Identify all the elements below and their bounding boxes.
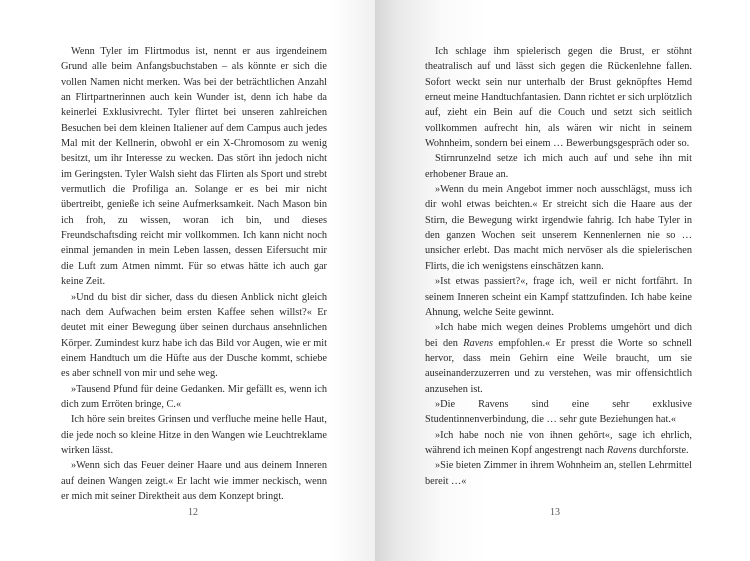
text-run: empfohlen.« Er presst die Worte so schnell hervor, dass mein Gehirn eine Weile braucht, um sie auseinanderzuzerren und zu verstehen, was mir offensichtlich anzusehen ist.: [425, 337, 692, 395]
paragraph: [425, 428, 692, 459]
paragraph: Stirnrunzelnd setze ich mich auch auf und sehe ihn mit erhobener Braue an.: [425, 153, 692, 180]
paragraph: [425, 320, 692, 397]
paragraph: Ich höre sein breites Grinsen und verfluche meine helle Haut, die jede noch so kleine Hitze in den Wangen wie Leuchtreklame wirken lässt.: [61, 414, 327, 456]
right-page-text: [425, 44, 692, 489]
paragraph: Ich schlage ihm spielerisch gegen die Brust, er stöhnt theatralisch auf und lässt sich gegen die Rückenlehne fallen. Sofort weckt sein nur unterhalb der Brust geknöpftes Hemd erneut meine Handtuchfantasien. Dann richtet er sich urplötzlich auf, zieht ein Bein auf die Couch und setzt sich seitlich vollkommen aufrecht hin, als wären wir nicht in seinem Wohnheim, sondern bei einem … Bewerbungsgespräch oder so.: [425, 46, 692, 150]
paragraph: »Die Ravens sind eine sehr exklusive Studentinnenverbindung, die … sehr gute Beziehungen hat.«: [425, 398, 692, 426]
right-page: [375, 0, 750, 561]
paragraph: »Und du bist dir sicher, dass du diesen Anblick nicht gleich nach dem Aufwachen beim ersten Kaffee sehen willst?« Er deutet mit einer Bewegung über seinen durchaus ansehnlichen Körper. Zumindest kurz habe ich das Bild vor Augen, wie er mit einem Handtuch um die Hüfte aus der Dusche kommt, schiebe es aber schnell von mir und sehe weg.: [61, 291, 327, 380]
left-page-text: [61, 44, 327, 504]
text-run: »Ich habe mich wegen deines Problems umgehört und dich bei den: [425, 322, 692, 349]
paragraph: Wenn Tyler im Flirtmodus ist, nennt er aus irgendeinem Grund alle beim Anfangsbuchstaben – als könnte er sich die vollen Namen nicht merken. Was bei der beträchtlichen Anzahl an Flirtpartnerinnen auch kein Wunder ist, denn ich habe da keinerlei Exklusivrecht. Tyler flirtet bei unseren zahlreichen Besuchen bei dem kleinen Italiener auf dem Campus auch jedes Mal mit der Kellnerin, obwohl er ein X-Chromosom zu wenig besitzt, um ihr Interesse zu wecken. Das stört ihn jedoch nicht im Geringsten. Tyler Walsh sieht das Flirten als Sport und strebt vermutlich die Profiliga an. Solange er es bei mir nicht übertreibt, genieße ich seine Aufmerksamkeit. Nach Mason bin ich froh, zu wissen, woran ich bin, und dieses Freundschaftsding reicht mir vollkommen. Ich kann nicht noch einmal jemanden in mein Leben lassen, dessen Eifersucht mir die Luft zum Atmen nimmt. Für so etwas hätte ich auch gar keine Zeit.: [61, 46, 327, 288]
italic-name: Ravens: [606, 444, 637, 456]
text-run: durchforste.: [636, 444, 689, 456]
page-number: 13: [550, 507, 560, 518]
paragraph: »Wenn du mein Angebot immer noch ausschlägst, muss ich dir wohl etwas beichten.« Er streicht sich die Haare aus der Stirn, die Bewegung wirkt irgendwie fahrig. Ich habe Tyler in den ganzen Wochen seit unserem Kennenlernen nie so … unsicher erlebt. Das macht mich nervöser als die spielerischen Flirts, die ich wenigstens einschätzen kann.: [425, 184, 692, 272]
paragraph: »Ist etwas passiert?«, frage ich, weil er nicht fortfährt. In seinem Inneren scheint ein Kampf stattzufinden. Ich habe keine Ahnung, welche Seite gewinnt.: [425, 276, 692, 318]
page-number: 12: [188, 507, 198, 518]
text-run: »Ich habe noch nie von ihnen gehört«, sage ich ehrlich, während ich meinen Kopf angestrengt nach: [425, 429, 692, 456]
paragraph: »Wenn sich das Feuer deiner Haare und aus deinem Inneren auf deinen Wangen zeigt.« Er lacht wie immer neckisch, wenn er mich mit seiner Direktheit aus dem Konzept bringt.: [61, 460, 327, 502]
italic-name: Ravens: [463, 337, 493, 349]
paragraph: »Tausend Pfund für deine Gedanken. Mir gefällt es, wenn ich dich zum Erröten bringe, C.«: [61, 383, 327, 410]
paragraph: »Sie bieten Zimmer in ihrem Wohnheim an, stellen Lehrmittel bereit …«: [425, 460, 692, 487]
